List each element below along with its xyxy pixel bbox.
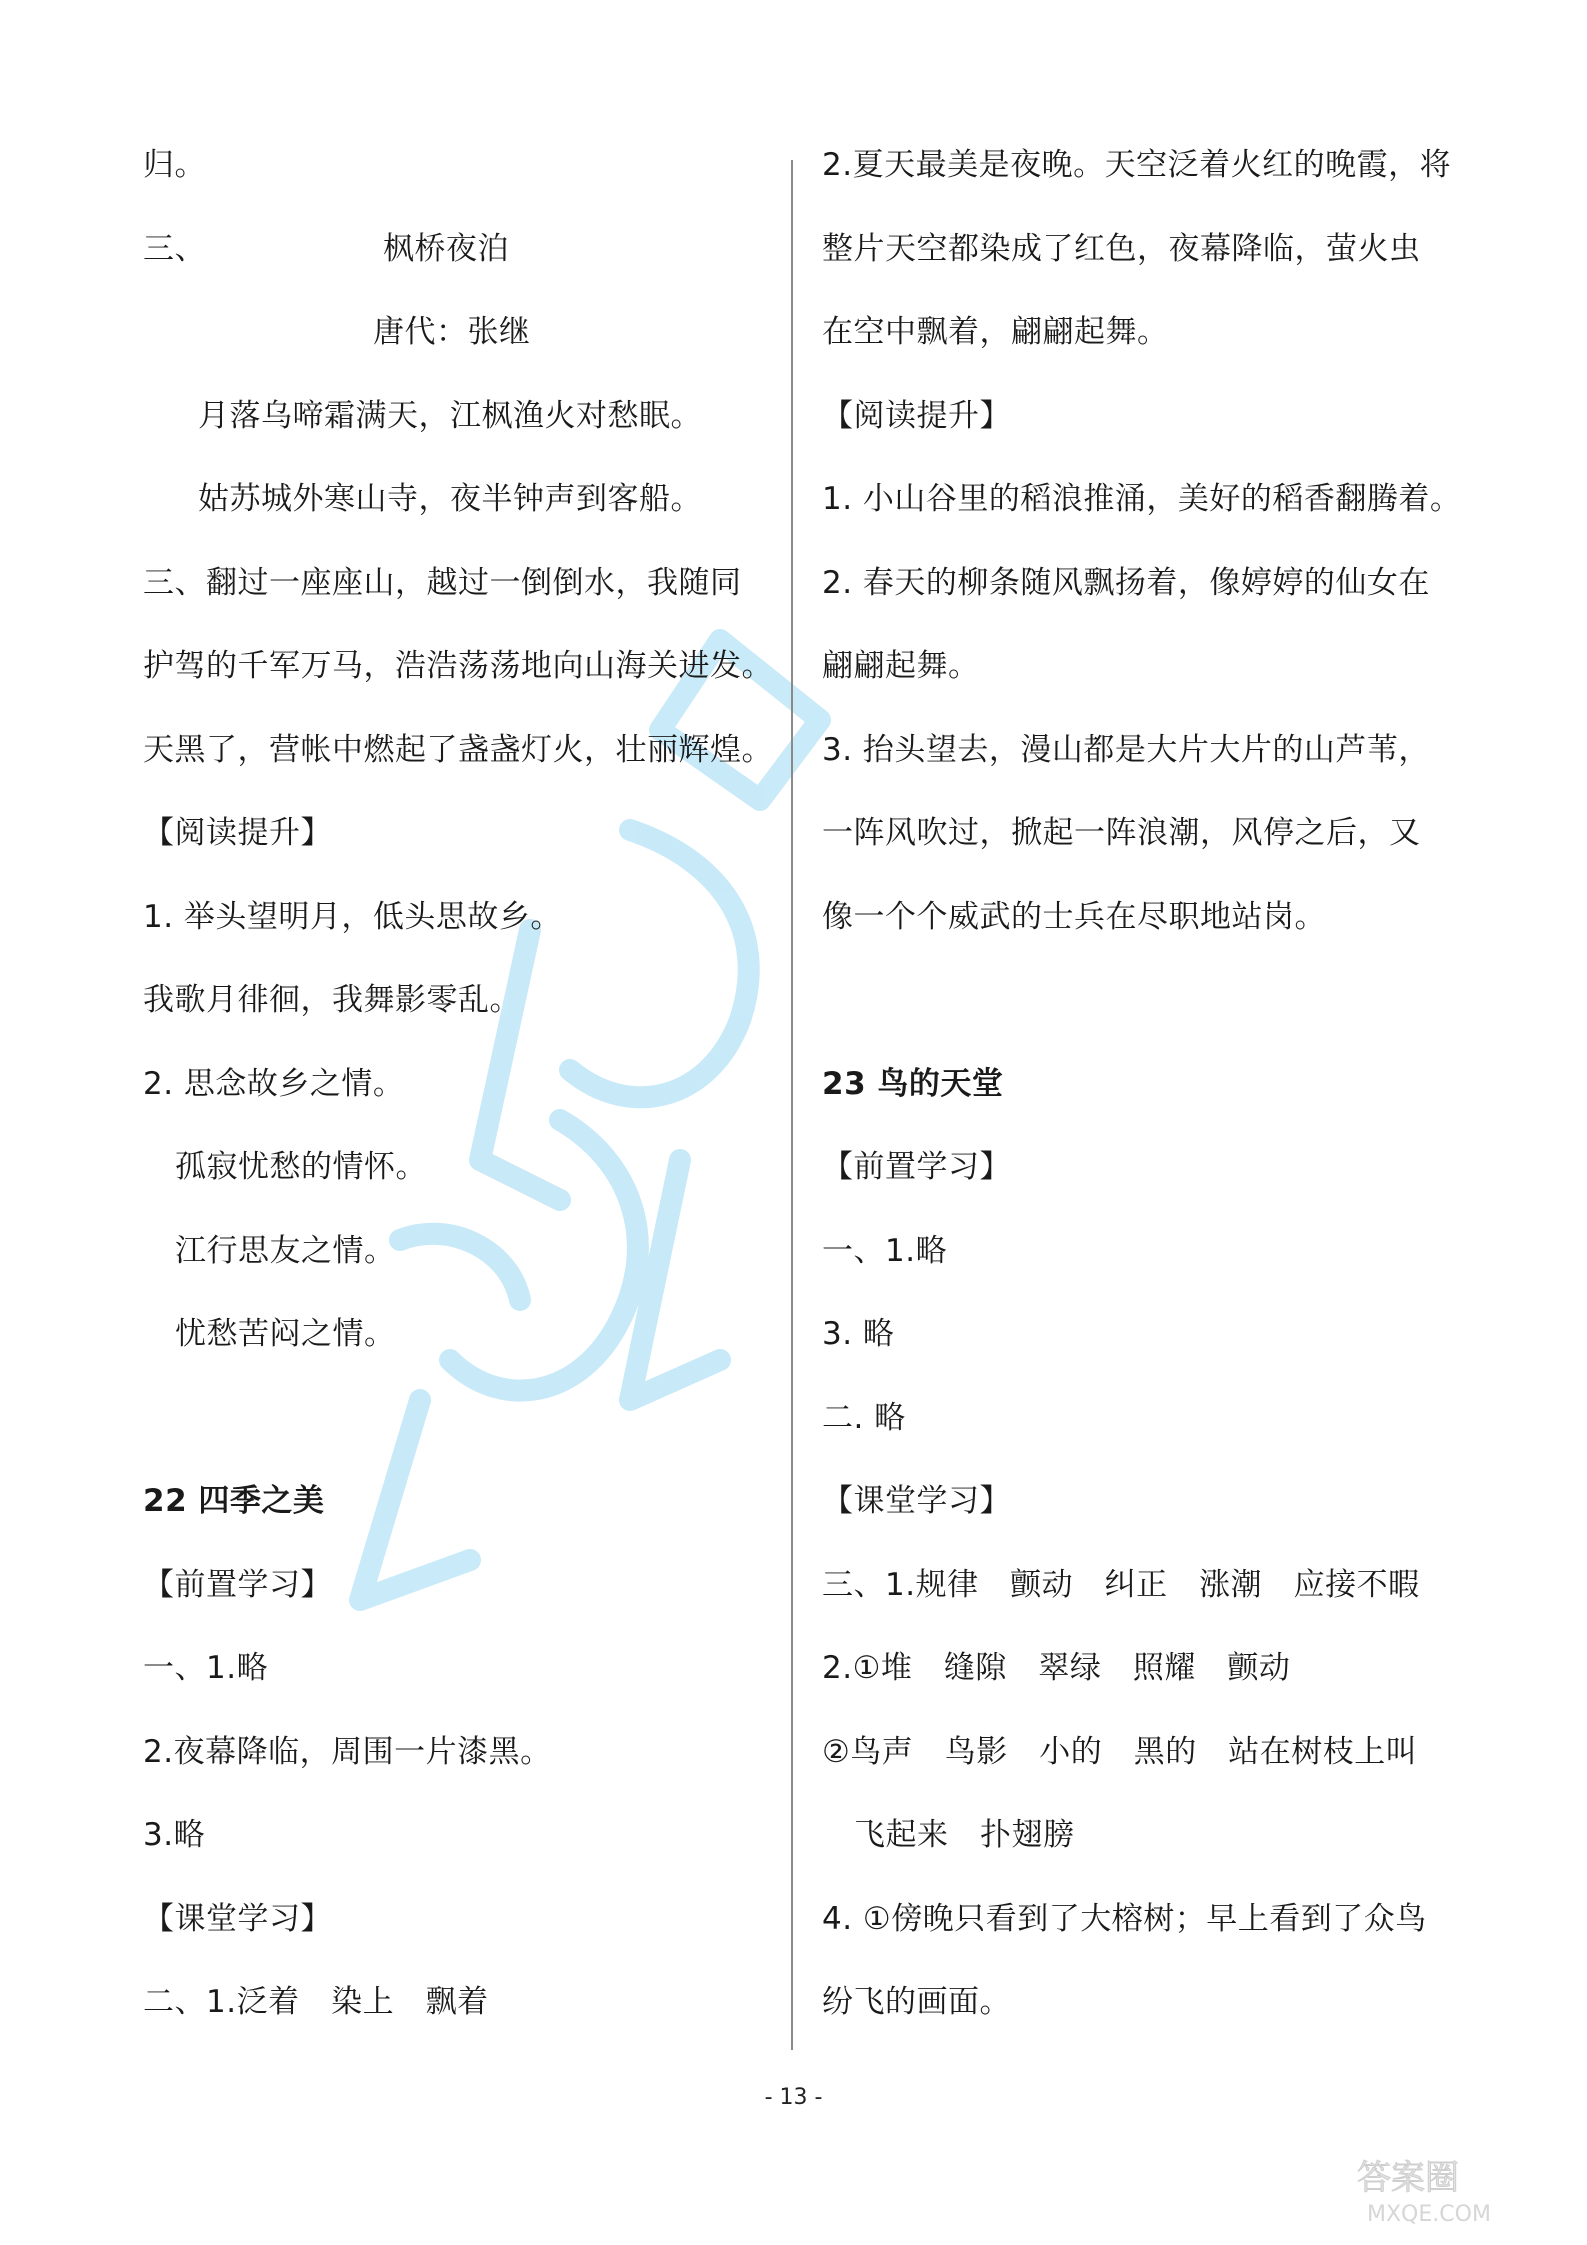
text-line <box>822 1565 1420 1605</box>
text-line <box>143 1732 552 1772</box>
corner-logo <box>1347 2147 1547 2227</box>
text-line <box>198 479 702 519</box>
line-text: 整片天空都染成了红色，夜幕降临，萤火虫 <box>822 230 1421 267</box>
line-text: 孤寂忧愁的情怀。 <box>175 1149 427 1185</box>
text-line <box>822 730 1430 770</box>
line-text: 一、1.略 <box>143 1650 269 1686</box>
line-text: 4. ①傍晚只看到了大榕树；早上看到了众鸟 <box>822 1900 1427 1937</box>
text-line <box>143 1565 332 1605</box>
text-line <box>143 897 562 937</box>
line-text: 2.①堆 缝隙 翠绿 照耀 颤动 <box>822 1650 1291 1686</box>
poem-title: 枫桥夜泊 <box>383 230 509 267</box>
text-line <box>822 145 1451 185</box>
line-text: 2.夜幕降临，周围一片漆黑。 <box>143 1733 552 1770</box>
line-text: 【课堂学习】 <box>822 1483 1011 1519</box>
line-text: 一阵风吹过，掀起一阵浪潮，风停之后，又 <box>822 815 1421 851</box>
line-text: 归。 <box>143 147 206 183</box>
line-text: 三、 <box>143 230 206 267</box>
page-number: - 13 - <box>764 2085 823 2110</box>
line-text: ②鸟声 鸟影 小的 黑的 站在树枝上叫 <box>822 1733 1418 1770</box>
line-text: 飞起来 扑翅膀 <box>854 1817 1075 1853</box>
text-line <box>822 1648 1290 1688</box>
line-text: 2. 思念故乡之情。 <box>143 1065 405 1102</box>
line-text: 【阅读提升】 <box>143 815 332 851</box>
line-text: 像一个个威武的士兵在尽职地站岗。 <box>822 898 1326 935</box>
text-line <box>822 479 1461 519</box>
line-text: 纷飞的画面。 <box>822 1984 1011 2020</box>
section-heading <box>143 1481 324 1521</box>
line-text: 护驾的千军万马，浩浩荡荡地向山海关进发。 <box>143 648 773 684</box>
line-text: 江行思友之情。 <box>175 1232 396 1269</box>
text-line <box>143 145 206 185</box>
line-text: 22 四季之美 <box>143 1483 325 1519</box>
line-text: 一、1.略 <box>822 1232 948 1269</box>
corner-logo-subtext: MXQE.COM <box>1367 2202 1491 2227</box>
line-text: 【前置学习】 <box>822 1149 1011 1185</box>
line-text: 【阅读提升】 <box>822 397 1011 434</box>
line-text: 唐代：张继 <box>373 314 531 350</box>
text-line <box>143 646 773 686</box>
text-line <box>175 1147 427 1187</box>
text-line <box>143 1815 205 1855</box>
line-text: 1. 小山谷里的稻浪推涌，美好的稻香翻腾着。 <box>822 481 1462 517</box>
text-line <box>822 1314 894 1354</box>
text-line <box>822 897 1326 937</box>
line-text: 姑苏城外寒山寺，夜半钟声到客船。 <box>198 481 702 517</box>
text-line <box>143 980 521 1020</box>
text-line <box>143 730 773 770</box>
line-text: 天黑了，营帐中燃起了盏盏灯火，壮丽辉煌。 <box>143 731 773 768</box>
line-text: 三、1.规律 颤动 纠正 涨潮 应接不暇 <box>822 1566 1420 1603</box>
text-line <box>822 1398 906 1438</box>
text-line <box>143 813 332 853</box>
line-text: 【前置学习】 <box>143 1566 332 1603</box>
line-text: 3.略 <box>143 1817 206 1853</box>
text-line <box>822 563 1430 603</box>
line-text: 3. 抬头望去，漫山都是大片大片的山芦苇， <box>822 731 1430 768</box>
text-line <box>143 563 742 603</box>
line-text: 忧愁苦闷之情。 <box>175 1316 396 1352</box>
text-line <box>854 1815 1075 1855</box>
text-line <box>822 813 1421 853</box>
text-line <box>198 396 702 436</box>
corner-logo-text: 答案圈 <box>1357 2158 1459 2198</box>
line-text: 月落乌啼霜满天，江枫渔火对愁眠。 <box>198 397 702 434</box>
text-line <box>822 1899 1427 1939</box>
text-line <box>822 229 1421 269</box>
line-text: 【课堂学习】 <box>143 1900 332 1937</box>
text-line <box>175 1314 396 1354</box>
text-line <box>143 229 509 269</box>
line-text: 二、1.泛着 染上 飘着 <box>143 1984 489 2020</box>
line-text: 23 鸟的天堂 <box>822 1065 1004 1102</box>
line-text: 2.夏天最美是夜晚。天空泛着火红的晚霞，将 <box>822 147 1452 183</box>
line-text: 3. 略 <box>822 1316 895 1352</box>
text-line <box>822 646 980 686</box>
line-text: 我歌月徘徊，我舞影零乱。 <box>143 982 521 1018</box>
text-line <box>822 312 1169 352</box>
text-line <box>143 1899 332 1939</box>
text-line <box>143 1648 268 1688</box>
section-heading <box>822 1064 1003 1104</box>
text-line <box>822 1481 1011 1521</box>
text-line <box>175 1231 396 1271</box>
text-line <box>822 1147 1011 1187</box>
line-text: 二. 略 <box>822 1399 906 1436</box>
text-line <box>143 1064 404 1104</box>
line-text: 翩翩起舞。 <box>822 648 980 684</box>
line-text: 2. 春天的柳条随风飘扬着，像婷婷的仙女在 <box>822 564 1430 601</box>
text-line <box>822 1231 947 1271</box>
column-divider <box>791 160 793 2050</box>
text-line <box>822 396 1011 436</box>
text-line <box>822 1732 1417 1772</box>
text-line <box>373 312 531 352</box>
line-text: 1. 举头望明月，低头思故乡。 <box>143 898 562 935</box>
text-line <box>822 1982 1011 2022</box>
line-text: 在空中飘着，翩翩起舞。 <box>822 314 1169 350</box>
line-text: 三、翻过一座座山，越过一倒倒水，我随同 <box>143 564 742 601</box>
text-line <box>143 1982 489 2022</box>
